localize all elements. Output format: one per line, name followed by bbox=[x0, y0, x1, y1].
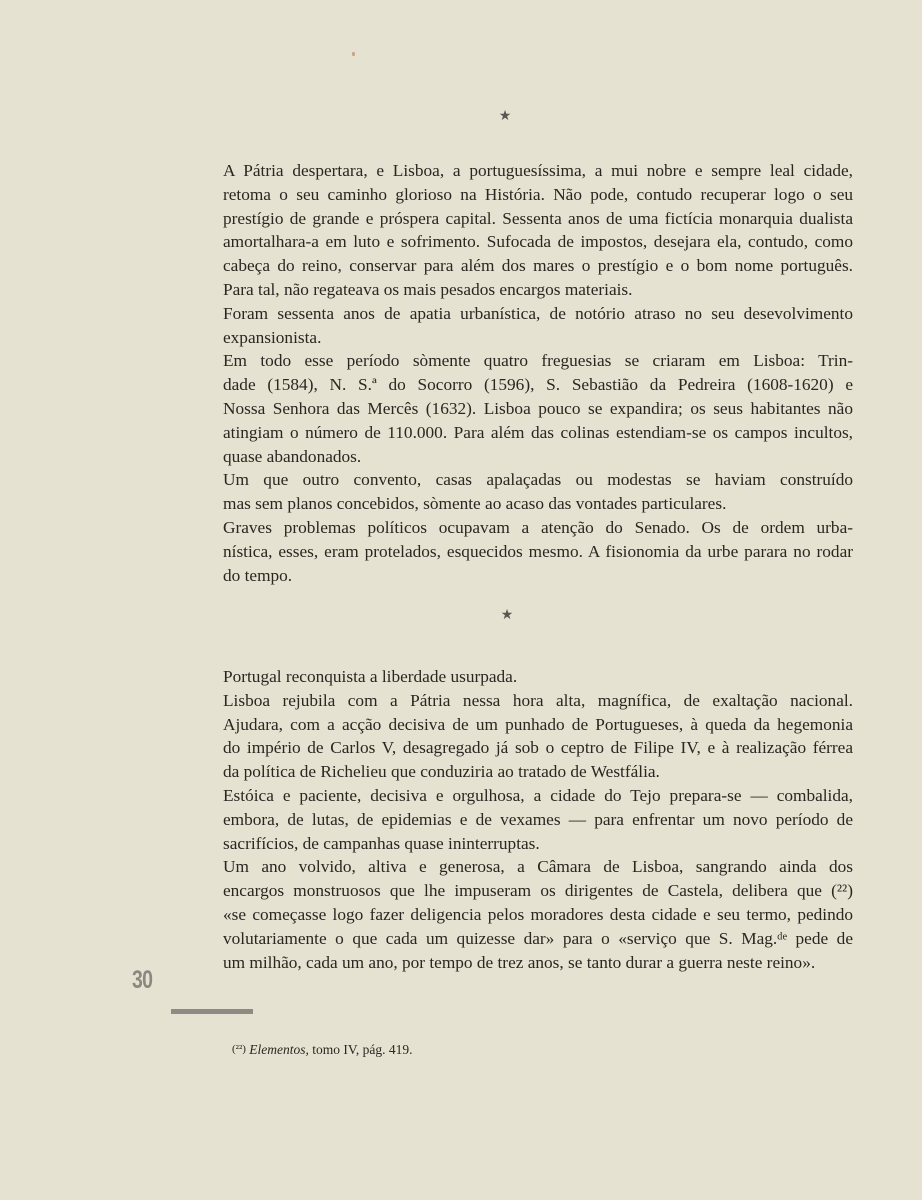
paragraph bbox=[166, 689, 853, 784]
section-separator-star-icon: ★ bbox=[500, 608, 514, 623]
ink-speck bbox=[352, 52, 355, 56]
text-line: Estóica e paciente, decisiva e orgulhosa, a cidade do Tejo prepara-se — combalida, bbox=[223, 785, 853, 805]
text-line: retoma o seu caminho glorioso na História. Não pode, contudo recuperar logo o seu bbox=[223, 184, 853, 204]
text-line: Foram sessenta anos de apatia urbanística, de notório atraso no seu desevolvimento bbox=[223, 303, 853, 323]
text-line: Lisboa rejubila com a Pátria nessa hora alta, magnífica, de exaltação nacional. bbox=[223, 690, 853, 710]
footnote-rule bbox=[171, 1009, 253, 1014]
page-number: 30 bbox=[132, 966, 153, 994]
paragraph bbox=[166, 349, 853, 468]
paragraph bbox=[166, 516, 853, 587]
text-line: Para tal, não regateava os mais pesados encargos materiais. bbox=[223, 279, 633, 299]
text-line: amortalhara-a em luto e sofrimento. Sufocada de impostos, desejara ela, contudo, como bbox=[223, 232, 853, 252]
text-line: Um que outro convento, casas apalaçadas ou modestas se haviam construído bbox=[223, 470, 853, 490]
text-line: A Pátria despertara, e Lisboa, a portuguesíssima, a mui nobre e sempre leal cidade, bbox=[223, 161, 853, 180]
section-1-text bbox=[166, 159, 853, 587]
footnote-ref: (²²) bbox=[232, 1043, 246, 1055]
text-line: «se começasse logo fazer deligencia pelos moradores desta cidade e seu termo, pedindo bbox=[223, 904, 853, 924]
text-line: Nossa Senhora das Mercês (1632). Lisboa pouco se expandira; os seus habitantes não bbox=[223, 398, 853, 418]
text-line: cabeça do reino, conservar para além dos mares o prestígio e o bom nome português. bbox=[223, 256, 853, 276]
text-line: Um ano volvido, altiva e generosa, a Câmara de Lisboa, sangrando ainda dos bbox=[223, 857, 853, 877]
text-line: nística, esses, eram protelados, esquecidos mesmo. A fisionomia da urbe parara no rodar bbox=[223, 541, 853, 561]
footnote bbox=[232, 1040, 413, 1059]
section-separator-star-icon: ★ bbox=[498, 109, 512, 124]
paragraph bbox=[166, 468, 853, 516]
text-line: embora, de lutas, de epidemias e de vexames — para enfrentar um novo período de bbox=[223, 809, 853, 829]
text-line: quase abandonados. bbox=[223, 446, 362, 466]
text-line: Portugal reconquista a liberdade usurpada. bbox=[223, 667, 518, 686]
text-line: prestígio de grande e próspera capital. Sessenta anos de uma fictícia monarquia dualista bbox=[223, 208, 853, 228]
text-line: sacrifícios, de campanhas quase ininterruptas. bbox=[223, 833, 540, 853]
text-line: um milhão, cada um ano, por tempo de trez anos, se tanto durar a guerra neste reino». bbox=[223, 952, 816, 972]
paragraph bbox=[166, 159, 853, 302]
paragraph bbox=[166, 665, 853, 689]
text-line: do tempo. bbox=[223, 565, 293, 585]
footnote-title: Elementos, bbox=[249, 1042, 309, 1057]
text-line: encargos monstruosos que lhe impuseram os dirigentes de Castela, delibera que (²²) bbox=[223, 881, 853, 901]
paragraph bbox=[166, 784, 853, 855]
paragraph bbox=[166, 302, 853, 350]
text-line: expansionista. bbox=[223, 327, 322, 347]
text-line: volutariamente o que cada um quizesse dar» para o «serviço que S. Mag.ᵈᵉ pede de bbox=[223, 928, 853, 948]
paragraph bbox=[166, 855, 853, 974]
text-line: Ajudara, com a acção decisiva de um punhado de Portugueses, à queda da hegemonia bbox=[223, 714, 853, 734]
text-line: mas sem planos concebidos, sòmente ao acaso das vontades particulares. bbox=[223, 494, 727, 514]
text-line: dade (1584), N. S.ª do Socorro (1596), S. Sebastião da Pedreira (1608-1620) e bbox=[223, 375, 853, 395]
text-line: atingiam o número de 110.000. Para além das colinas estendiam-se os campos incultos, bbox=[223, 422, 853, 442]
footnote-rest: tomo IV, pág. 419. bbox=[312, 1042, 413, 1057]
text-line: do império de Carlos V, desagregado já sob o ceptro de Filipe IV, e à realização férrea bbox=[223, 738, 853, 758]
section-2-text bbox=[166, 665, 853, 974]
text-line: Em todo esse período sòmente quatro freguesias se criaram em Lisboa: Trin- bbox=[223, 351, 853, 371]
text-line: da política de Richelieu que conduziria ao tratado de Westfália. bbox=[223, 762, 660, 782]
text-line: Graves problemas políticos ocupavam a atenção do Senado. Os de ordem urba- bbox=[223, 517, 853, 537]
